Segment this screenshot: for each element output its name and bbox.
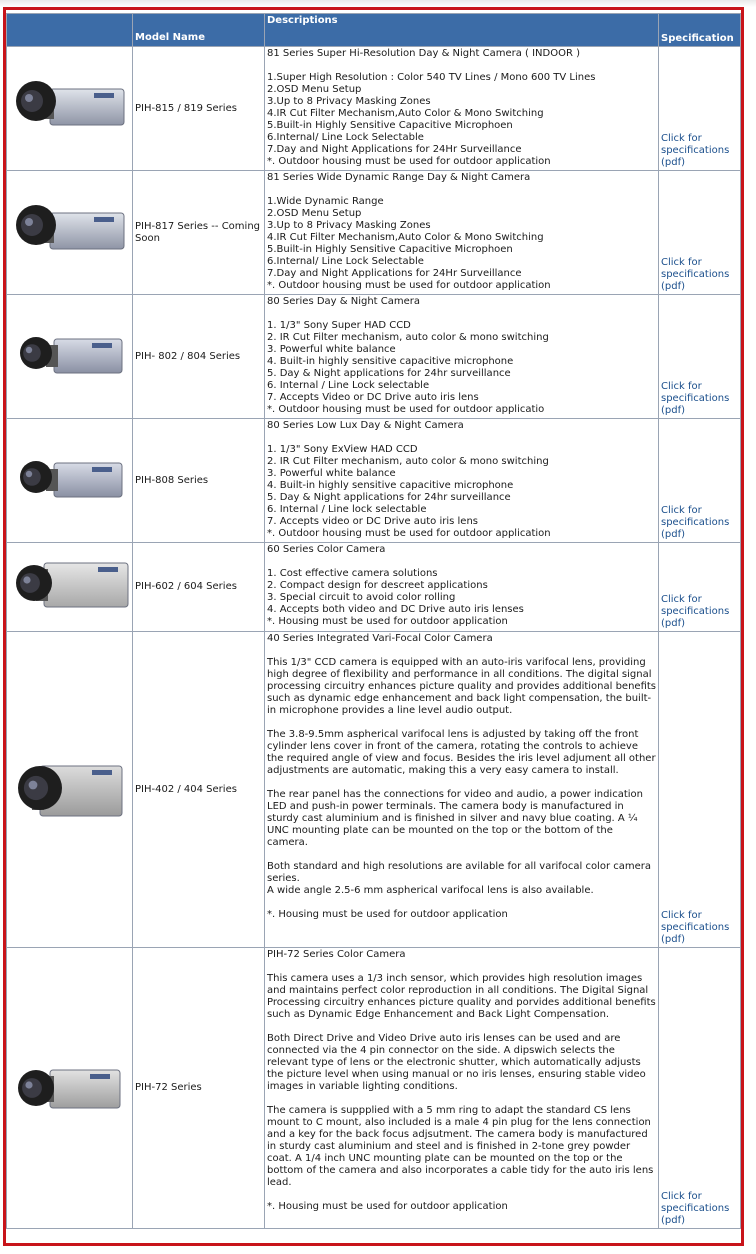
camera-icon bbox=[10, 1050, 130, 1126]
feature-item: *. Housing must be used for outdoor application bbox=[267, 616, 508, 627]
product-table bbox=[6, 13, 741, 1229]
feature-item: 6.Internal/ Line Lock Selectable bbox=[267, 256, 424, 267]
description-title: 81 Series Super Hi-Resolution Day & Night Camera ( INDOOR ) bbox=[267, 48, 580, 59]
description bbox=[265, 543, 659, 632]
specification-cell bbox=[659, 543, 741, 632]
table-row bbox=[7, 543, 741, 632]
feature-item: 5. Day & Night applications for 24hr surveillance bbox=[267, 368, 511, 379]
feature-item: 2.OSD Menu Setup bbox=[267, 208, 362, 219]
feature-item: 2. IR Cut Filter mechanism, auto color & mono switching bbox=[267, 332, 549, 343]
header-descriptions: Descriptions bbox=[265, 14, 659, 47]
feature-item: 6.Internal/ Line Lock Selectable bbox=[267, 132, 424, 143]
feature-item: 1. Cost effective camera solutions bbox=[267, 568, 438, 579]
spacer bbox=[267, 897, 656, 909]
camera-icon bbox=[10, 752, 130, 828]
feature-item: 4. Accepts both video and DC Drive auto iris lenses bbox=[267, 604, 524, 615]
description-title: 81 Series Wide Dynamic Range Day & Night Camera bbox=[267, 172, 531, 183]
spacer bbox=[267, 849, 656, 861]
header-image bbox=[7, 14, 133, 47]
model-name: PIH-402 / 404 Series bbox=[133, 632, 265, 948]
feature-item: 7.Day and Night Applications for 24Hr Surveillance bbox=[267, 268, 522, 279]
camera-icon bbox=[10, 443, 130, 519]
feature-item: 1.Wide Dynamic Range bbox=[267, 196, 384, 207]
camera-image bbox=[7, 295, 133, 419]
table-row bbox=[7, 295, 741, 419]
model-name: PIH-808 Series bbox=[133, 419, 265, 543]
header-row bbox=[7, 14, 741, 47]
specification-cell bbox=[659, 632, 741, 948]
camera-image bbox=[7, 948, 133, 1229]
feature-item: 3. Powerful white balance bbox=[267, 468, 396, 479]
spacer bbox=[267, 777, 656, 789]
description-paragraph: This camera uses a 1/3 inch sensor, which provides high resolution images and maintains perfect color reproduction in all conditions. The Digital Signal Processing circuitry enhances picture quality and porvides additional benefits such as Dynamic Edge Enhancement and Back Light Compensation. bbox=[267, 973, 656, 1020]
feature-item: 6. Internal / Line lock selectable bbox=[267, 504, 427, 515]
feature-item: *. Outdoor housing must be used for outdoor application bbox=[267, 280, 551, 291]
feature-item: 4.IR Cut Filter Mechanism,Auto Color & Mono Switching bbox=[267, 108, 544, 119]
feature-item: 3. Powerful white balance bbox=[267, 344, 396, 355]
description-paragraph: This 1/3" CCD camera is equipped with an auto-iris varifocal lens, providing high degree of flexibility and performance in all conditions. The digital signal processing circuitry enhances picture quality and provides additional benefits such as dynamic edge enhancement and back light compensation, the built-in microphone provides a line level audio output. bbox=[267, 657, 657, 716]
spacer bbox=[267, 184, 656, 196]
feature-item: 2. Compact design for descreet applications bbox=[267, 580, 488, 591]
top-shadow bbox=[0, 0, 756, 7]
feature-item: 7.Day and Night Applications for 24Hr Surveillance bbox=[267, 144, 522, 155]
camera-icon bbox=[10, 71, 130, 147]
spec-pdf-link[interactable]: Click for specifications (pdf) bbox=[661, 381, 730, 416]
header-model-name: Model Name bbox=[133, 14, 265, 47]
description-title: 60 Series Color Camera bbox=[267, 544, 386, 555]
feature-item: 3. Special circuit to avoid color rolling bbox=[267, 592, 456, 603]
feature-item: 4.IR Cut Filter Mechanism,Auto Color & Mono Switching bbox=[267, 232, 544, 243]
feature-item: 3.Up to 8 Privacy Masking Zones bbox=[267, 96, 431, 107]
camera-icon bbox=[10, 319, 130, 395]
spacer bbox=[267, 645, 656, 657]
camera-icon bbox=[10, 549, 130, 625]
spec-pdf-link[interactable]: Click for specifications (pdf) bbox=[661, 1191, 730, 1226]
spec-pdf-link[interactable]: Click for specifications (pdf) bbox=[661, 505, 730, 540]
feature-item: 4. Built-in highly sensitive capacitive microphone bbox=[267, 356, 514, 367]
description bbox=[265, 47, 659, 171]
description bbox=[265, 632, 659, 948]
spec-pdf-link[interactable]: Click for specifications (pdf) bbox=[661, 133, 730, 168]
spacer bbox=[267, 308, 656, 320]
camera-icon bbox=[10, 195, 130, 271]
feature-item: 5. Day & Night applications for 24hr surveillance bbox=[267, 492, 511, 503]
specification-cell bbox=[659, 419, 741, 543]
description bbox=[265, 948, 659, 1229]
feature-item: 7. Accepts video or DC Drive auto iris lens bbox=[267, 516, 479, 527]
spec-pdf-link[interactable]: Click for specifications (pdf) bbox=[661, 594, 730, 629]
description-paragraph: *. Housing must be used for outdoor application bbox=[267, 1201, 508, 1212]
specification-cell bbox=[659, 948, 741, 1229]
spec-pdf-link[interactable]: Click for specifications (pdf) bbox=[661, 910, 730, 945]
spacer bbox=[267, 60, 656, 72]
description-paragraph: Both Direct Drive and Video Drive auto iris lenses can be used and are connected via the 4 pin connector on the side. A dipswich selects the relevant type of lens or the electronic shutter, which automatically adjusts the picture level when using manual or no iris lenses, ensuring stable video images in variable lighting conditions. bbox=[267, 1033, 646, 1092]
feature-item: 2. IR Cut Filter mechanism, auto color & mono switching bbox=[267, 456, 549, 467]
model-name: PIH-72 Series bbox=[133, 948, 265, 1229]
spacer bbox=[267, 961, 656, 973]
spacer bbox=[267, 717, 656, 729]
camera-image bbox=[7, 543, 133, 632]
spacer bbox=[267, 1021, 656, 1033]
feature-item: 2.OSD Menu Setup bbox=[267, 84, 362, 95]
feature-item: 1. 1/3" Sony ExView HAD CCD bbox=[267, 444, 418, 455]
description bbox=[265, 419, 659, 543]
spacer bbox=[267, 1093, 656, 1105]
feature-item: 5.Built-in Highly Sensitive Capacitive Microphoen bbox=[267, 120, 513, 131]
feature-item: 3.Up to 8 Privacy Masking Zones bbox=[267, 220, 431, 231]
spacer bbox=[267, 432, 656, 444]
spec-pdf-link[interactable]: Click for specifications (pdf) bbox=[661, 257, 730, 292]
description bbox=[265, 295, 659, 419]
feature-item: 4. Built-in highly sensitive capacitive microphone bbox=[267, 480, 514, 491]
specification-cell bbox=[659, 47, 741, 171]
description bbox=[265, 171, 659, 295]
feature-item: 1. 1/3" Sony Super HAD CCD bbox=[267, 320, 411, 331]
description-title: 40 Series Integrated Vari-Focal Color Camera bbox=[267, 633, 493, 644]
feature-item: 5.Built-in Highly Sensitive Capacitive Microphoen bbox=[267, 244, 513, 255]
feature-item: 6. Internal / Line Lock selectable bbox=[267, 380, 430, 391]
model-name: PIH- 802 / 804 Series bbox=[133, 295, 265, 419]
table-row bbox=[7, 632, 741, 948]
description-title: 80 Series Day & Night Camera bbox=[267, 296, 421, 307]
camera-image bbox=[7, 419, 133, 543]
feature-item: 1.Super High Resolution : Color 540 TV Lines / Mono 600 TV Lines bbox=[267, 72, 596, 83]
model-name: PIH-817 Series -- Coming Soon bbox=[133, 171, 265, 295]
specification-cell bbox=[659, 171, 741, 295]
description-paragraph: The 3.8-9.5mm aspherical varifocal lens is adjusted by taking off the front cylinder lens cover in front of the camera, rotating the controls to achieve the required angle of view and focus. Besides the iris level adjument all other adjustments are automatic, making this a very easy camera to install. bbox=[267, 729, 656, 776]
description-paragraph: Both standard and high resolutions are avilable for all varifocal color camera series. A wide angle 2.5-6 mm aspherical varifocal lens is also available. bbox=[267, 861, 652, 896]
feature-item: *. Outdoor housing must be used for outdoor application bbox=[267, 156, 551, 167]
spacer bbox=[267, 556, 656, 568]
feature-item: *. Outdoor housing must be used for outdoor application bbox=[267, 528, 551, 539]
description-paragraph: The camera is suppplied with a 5 mm ring to adapt the standard CS lens mount to C mount, also included is a male 4 pin plug for the lens connection and a key for the back focus adjsutment. The camera body is manufactured in sturdy cast aluminium and steel and is finished in 2-tone grey powder coat. A 1/4 inch UNC mounting plate can be mounted on the top or the bottom of the camera and also incorporates a cable tidy for the auto iris lens lead. bbox=[267, 1105, 654, 1188]
specification-cell bbox=[659, 295, 741, 419]
feature-item: *. Outdoor housing must be used for outdoor applicatio bbox=[267, 404, 545, 415]
table-row bbox=[7, 948, 741, 1229]
camera-image bbox=[7, 47, 133, 171]
description-paragraph: *. Housing must be used for outdoor application bbox=[267, 909, 508, 920]
table-row bbox=[7, 419, 741, 543]
table-row bbox=[7, 47, 741, 171]
spacer bbox=[267, 1189, 656, 1201]
feature-item: 7. Accepts Video or DC Drive auto iris lens bbox=[267, 392, 479, 403]
camera-image bbox=[7, 632, 133, 948]
description-paragraph: The rear panel has the connections for video and audio, a power indication LED and push-in power terminals. The camera body is manufactured in sturdy cast aluminium and is finished in silver and navy blue coating. A ¼ UNC mounting plate can be mounted on the top or the bottom of the camera. bbox=[267, 789, 643, 848]
model-name: PIH-602 / 604 Series bbox=[133, 543, 265, 632]
camera-image bbox=[7, 171, 133, 295]
model-name: PIH-815 / 819 Series bbox=[133, 47, 265, 171]
description-title: 80 Series Low Lux Day & Night Camera bbox=[267, 420, 464, 431]
header-specification: Specification bbox=[659, 14, 741, 47]
description-title: PIH-72 Series Color Camera bbox=[267, 949, 406, 960]
table-row bbox=[7, 171, 741, 295]
